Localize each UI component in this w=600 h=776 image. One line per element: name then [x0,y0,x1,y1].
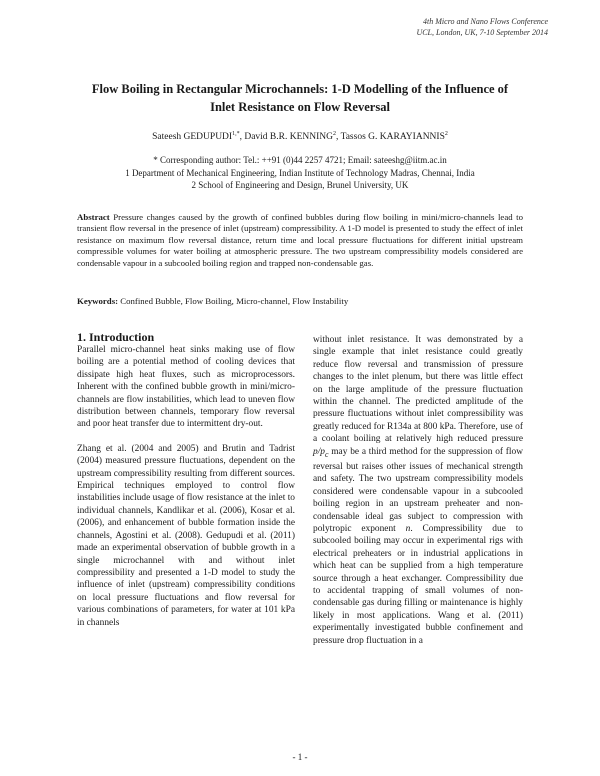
affiliation-2: 2 School of Engineering and Design, Brunel University, UK [191,180,409,190]
affiliation-1: 1 Department of Mechanical Engineering, Indian Institute of Technology Madras, Chennai, India [125,167,475,178]
abstract-label: Abstract [77,212,110,222]
left-column [77,330,295,629]
keywords-label: Keywords: [77,296,119,306]
author-2-affil: 2 [333,131,336,137]
paper-title [60,80,540,116]
author-list [60,128,540,144]
abstract [77,212,523,269]
title-line-1: Flow Boiling in Rectangular Microchannels: 1-D Modelling of the Influence of [91,82,509,96]
author-3-affil: 2 [444,131,448,137]
intro-paragraph-2: Zhang et al. (2004 and 2005) and Brutin and Tadrist (2004) measured pressure fluctuations, dependent on the upstream compressibility resulting from different sources. Empirical techniques employed to control flow instabilities include usage of flow resistance at the inlet to individual channels, Kandlikar et al. (2006), Kosar et al. (2006), and enhancement of bubble formation inside the channels, Agostini et al. (2008). Gedupudi et al. (2011) made an experimental observation of bubble growth in a single microchannel with and without inlet compressibility and presented a 1-D model to study the influence of inlet (upstream) compressibility conditions on local pressure fluctuations and flow reversal for various combinations of parameters, for water at 101 kPa in channels [77,443,295,628]
intro-paragraph-3-part-b: may be a third method for the suppression of flow reversal but raises other issues of mechanical strength and safety. The two upstream compressibility models considered were condensable vapour in a subcooled boiling region in an upstream preheater and non-condensable ideal gas subject to compression with polytropic exponent [313,446,523,534]
section-heading-introduction: 1. Introduction [77,330,155,344]
author-2: , David B.R. KENNING [239,132,333,143]
right-column [313,334,523,647]
affiliations [60,154,540,192]
conference-location: UCL, London, UK, 7-10 September 2014 [416,28,548,37]
author-1: Sateesh GEDUPUDI [152,132,233,143]
abstract-text: Pressure changes caused by the growth of confined bubbles during flow boiling in mini/micro-channels lead to transient flow reversal in the presence of inlet (upstream) compressibility. A 1-D model is presented to study the effect of inlet resistance on maximum flow reversal distance, return time and local pressure fluctuations for different initial upstream compressible volumes for water boiling at atmospheric pressure. The two upstream compressibility models considered are condensable vapour in a subcooled boiling region and trapped non-condensable gas. [77,212,523,268]
keywords [77,296,523,307]
intro-paragraph-1: Parallel micro-channel heat sinks making use of flow boiling are a potential method of cooling devices that dissipate high heat fluxes, such as microprocessors. Inherent with the confined bubble growth in mini/micro-channels are flow instabilities, which lead to uneven flow distribution between channels, temporary flow reversal and poor heat transfer due to intermittent dry-out. [77,345,295,430]
keywords-text: Confined Bubble, Flow Boiling, Micro-channel, Flow Instability [118,296,349,306]
polytropic-exponent-symbol: n [405,523,411,534]
conference-name: 4th Micro and Nano Flows Conference [423,17,548,26]
author-1-affil: 1,* [232,131,240,137]
corresponding-author: * Corresponding author: Tel.: ++91 (0)44 2257 4721; Email: sateeshg@iitm.ac.in [153,155,447,165]
author-3: , Tassos G. KARAYIANNIS [336,132,445,143]
reduced-pressure-subscript: c [324,449,329,459]
conference-header [416,16,548,38]
page-number: - 1 - [292,752,308,762]
title-line-2: Inlet Resistance on Flow Reversal [210,100,390,114]
intro-paragraph-3-part-c: . Compressibility due to subcooled boiling may occur in experimental rigs with electrical preheaters or in industrial applications in which heat can be supplied from a high temperature source through a heat exchanger. Compressibility due to accidental trapping of small volumes of non-condensable gas during filling or maintenance is highly likely in most applications. Wang et al. (2011) experimentally investigated bubble confinement and pressure drop fluctuation in a [313,523,523,646]
reduced-pressure-text: p/p [313,446,325,457]
intro-paragraph-3-part-a: without inlet resistance. It was demonstrated by a single example that inlet resistance could greatly reduce flow reversal and transmission of pressure changes to the inlet plenum, but there was little effect on the large amplitude of the pressure fluctuation within the channel. The predicted amplitude of the pressure fluctuations without inlet compressibility was greatly reduced for R134a at 800 kPa. Therefore, use of a coolant boiling at relatively high reduced pressure [313,335,523,445]
intro-paragraph-3 [313,334,523,647]
reduced-pressure-symbol [313,447,328,457]
